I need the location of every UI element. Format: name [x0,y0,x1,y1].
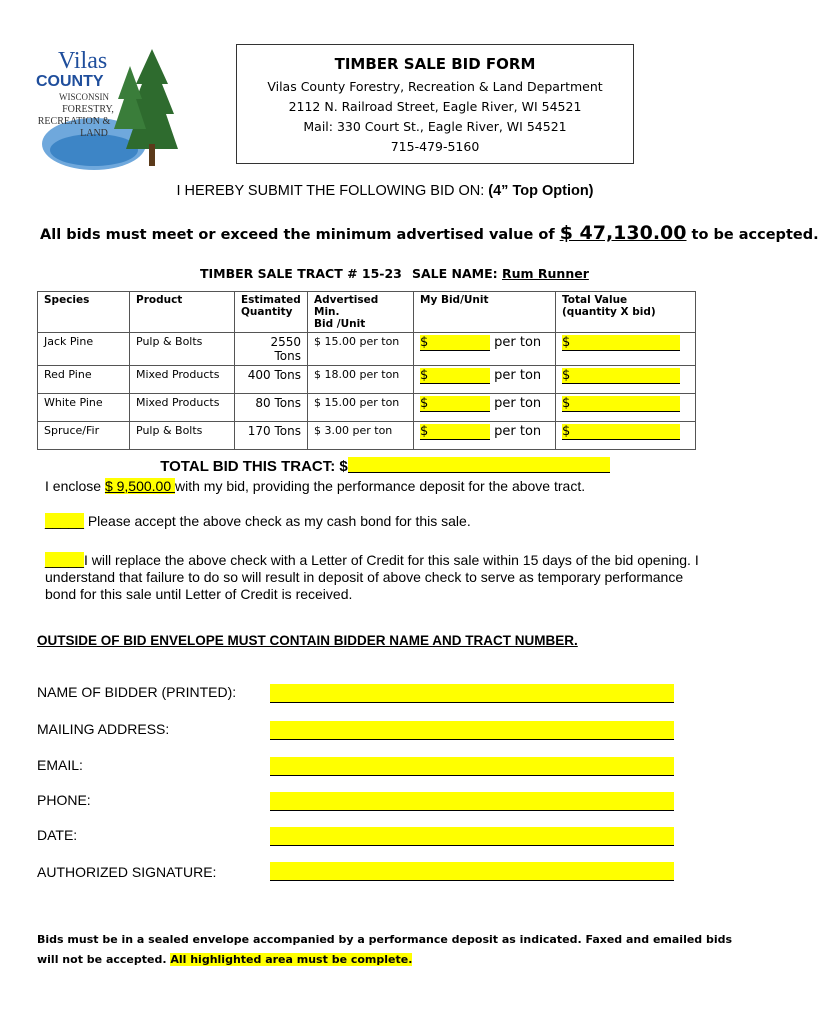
svg-text:FORESTRY,: FORESTRY, [62,104,114,115]
top-option: (4” Top Option) [488,183,594,199]
total-value-field[interactable]: $ [556,394,696,422]
signature-label: AUTHORIZED SIGNATURE: [37,864,217,880]
table-header-row: Species Product Estimated Quantity Advertised Min. Bid /Unit My Bid/Unit Total Value (quantity X bid) [38,292,696,333]
table-row: Spruce/Fir Pulp & Bolts 170 Tons $ 3.00 per ton $ per ton $ [38,422,696,450]
form-title: TIMBER SALE BID FORM [334,55,536,73]
phone-label: PHONE: [37,792,91,808]
tract-number: TIMBER SALE TRACT # 15-23 [200,266,402,281]
bid-table [37,291,696,450]
enclose-statement: I enclose $ 9,500.00 with my bid, providing the performance deposit for the above tract. [45,478,586,494]
submission-note: Bids must be in a sealed envelope accompanied by a performance deposit as indicated. Faxed and emailed bids will not be accepted. All highlighted area must be complete. [37,933,733,966]
svg-text:WISCONSIN: WISCONSIN [58,92,110,102]
svg-text:LAND: LAND [80,128,108,139]
form-header-box [236,44,634,164]
minimum-value-statement: All bids must meet or exceed the minimum advertised value of $ 47,130.00 to be accepted. [40,222,819,244]
phone-number: 715-479-5160 [390,139,480,154]
svg-text:RECREATION &: RECREATION & [37,116,111,127]
letter-of-credit-checkbox[interactable]: _____ [45,552,84,568]
date-label: DATE: [37,827,78,843]
highlight-note: All highlighted area must be complete. [170,953,413,966]
my-bid-field[interactable]: $ per ton [414,366,556,394]
department-name: Vilas County Forestry, Recreation & Land Department [267,79,603,94]
my-bid-field[interactable]: $ per ton [414,422,556,450]
logo-county: COUNTY [36,73,104,90]
logo-name: Vilas [58,48,108,74]
submit-statement: I HEREBY SUBMIT THE FOLLOWING BID ON: (4” Top Option) [176,183,594,199]
date-field[interactable] [270,827,674,846]
total-value-field[interactable]: $ [556,366,696,394]
table-row: Jack Pine Pulp & Bolts 2550 Tons $ 15.00 per ton $ per ton $ [38,333,696,366]
email-field[interactable] [270,757,674,776]
total-value-field[interactable]: $ [556,422,696,450]
total-bid-label: TOTAL BID THIS TRACT: $ [160,458,348,475]
cash-bond-option: _____ Please accept the above check as my cash bond for this sale. [45,513,471,529]
email-label: EMAIL: [37,757,83,773]
signature-field[interactable] [270,862,674,881]
letter-of-credit-option: _____I will replace the above check with a Letter of Credit for this sale within 15 days of the bid opening. I understand that failure to do so will result in deposit of above check to serve as temporary performance bond for this sale until Letter of Credit is received. [45,552,699,602]
total-bid-field[interactable] [348,457,610,473]
deposit-amount: $ 9,500.00 [104,478,175,494]
bidder-name-label: NAME OF BIDDER (PRINTED): [37,684,237,700]
envelope-instruction: OUTSIDE OF BID ENVELOPE MUST CONTAIN BIDDER NAME AND TRACT NUMBER. [37,633,578,648]
mailing-address-label: MAILING ADDRESS: [37,721,170,737]
total-value-field[interactable]: $ [556,333,696,366]
cash-bond-checkbox[interactable]: _____ [45,513,84,529]
total-bid-line [0,457,770,475]
my-bid-field[interactable]: $ per ton [414,333,556,366]
street-address: 2112 N. Railroad Street, Eagle River, WI 54521 [288,99,582,114]
bidder-name-field[interactable] [270,684,674,703]
phone-field[interactable] [270,792,674,811]
sale-name: SALE NAME: Rum Runner [412,266,589,281]
mail-address: Mail: 330 Court St., Eagle River, WI 54521 [303,119,567,134]
minimum-amount: $ 47,130.00 [559,222,687,244]
mailing-address-field[interactable] [270,721,674,740]
table-row: White Pine Mixed Products 80 Tons $ 15.00 per ton $ per ton $ [38,394,696,422]
vilas-county-logo [32,44,182,174]
my-bid-field[interactable]: $ per ton [414,394,556,422]
table-row: Red Pine Mixed Products 400 Tons $ 18.00 per ton $ per ton $ [38,366,696,394]
